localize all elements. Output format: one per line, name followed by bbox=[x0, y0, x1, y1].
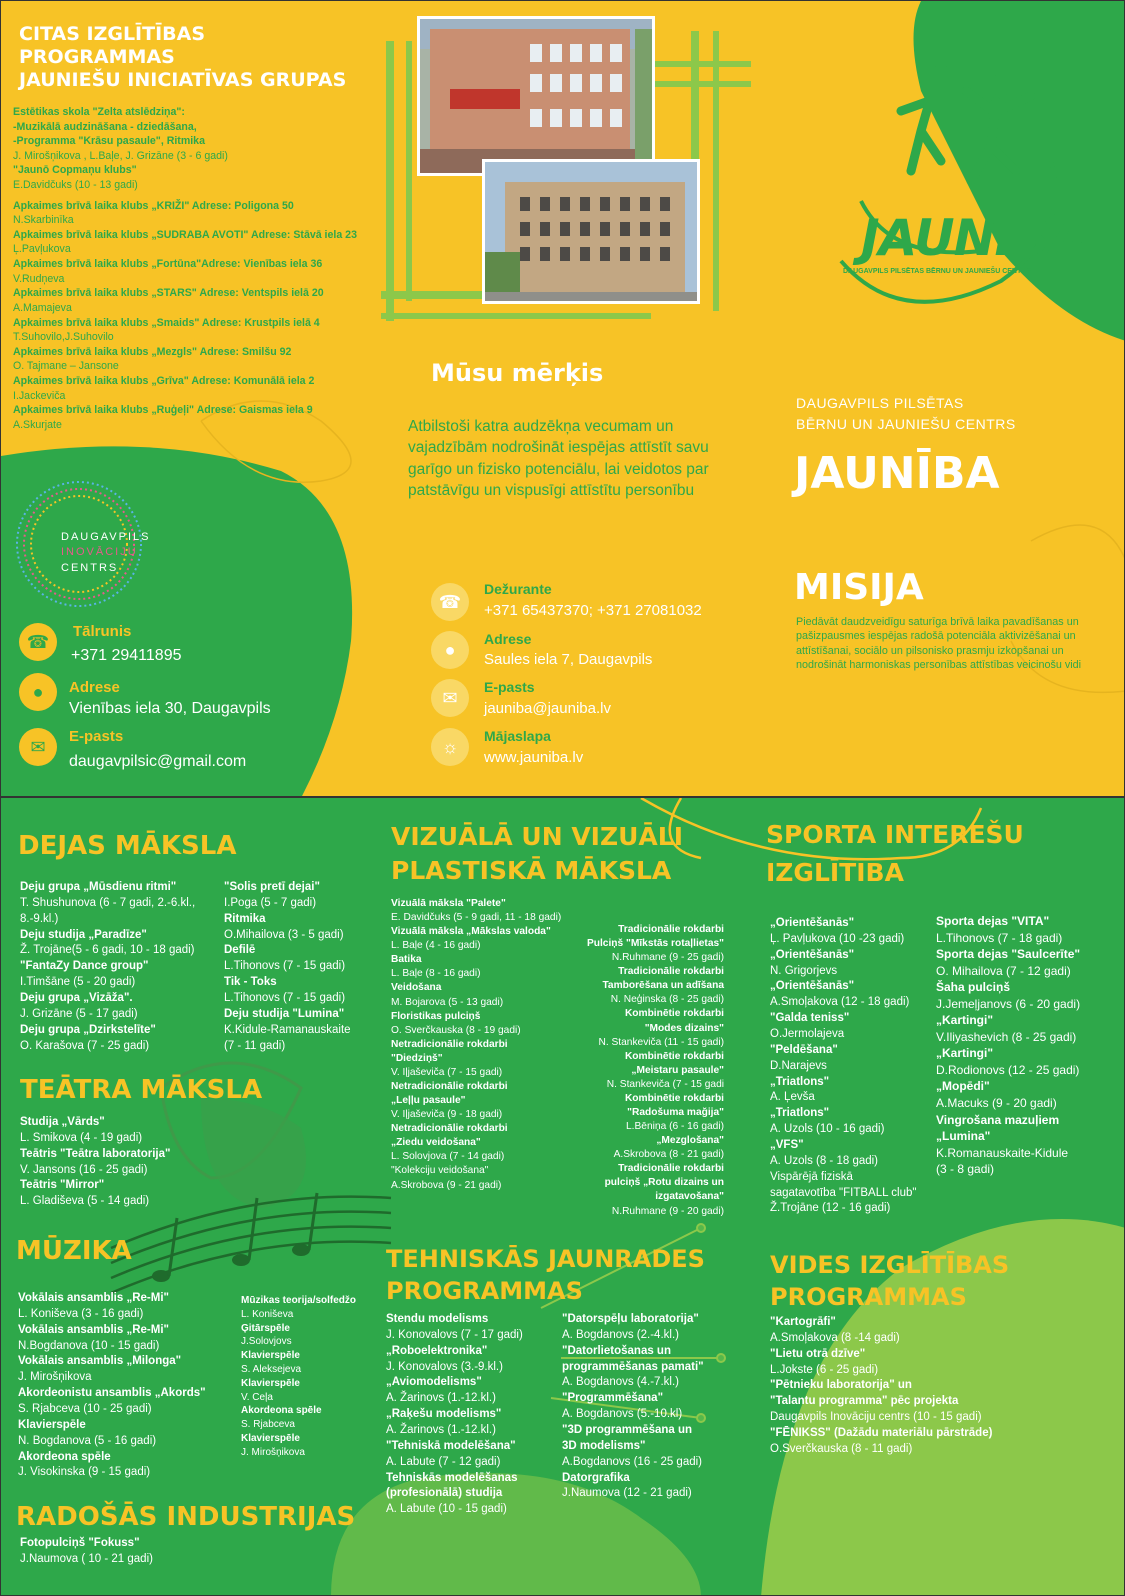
list-line: O. Mihailova (7 - 12 gadi) bbox=[936, 963, 1071, 978]
logo-line: INOVĀCIJU bbox=[61, 546, 138, 559]
list-line: Sporta dejas "Saulcerīte" bbox=[936, 947, 1081, 962]
list-line: I.Timšāne (5 - 20 gadi) bbox=[20, 976, 136, 989]
heading-line: PROGRAMMAS bbox=[19, 46, 175, 69]
list-line: L.Bēniņa (6 - 16 gadi) bbox=[626, 1121, 724, 1133]
list-line: A. Žarinovs (1.-12.kl.) bbox=[386, 1424, 496, 1437]
list-line: Vizuālā māksla „Mākslas valoda" bbox=[391, 926, 551, 938]
list-line: A.Skrobova (8 - 21 gadi) bbox=[613, 1149, 724, 1161]
list-line: Batika bbox=[391, 954, 422, 966]
list-line: V. Iļjaševiča (9 - 18 gadi) bbox=[391, 1109, 503, 1121]
list-line: „Triatlons" bbox=[770, 1075, 830, 1088]
list-line: K.Romanauskaite-Kidule bbox=[936, 1145, 1069, 1160]
list-line: Vokālais ansamblis „Re-Mi" bbox=[18, 1323, 169, 1336]
list-line: Šaha pulciņš bbox=[936, 980, 1011, 995]
music-list bbox=[18, 1291, 238, 1481]
list-line: A.Smoļakova (12 - 18 gadi) bbox=[770, 996, 910, 1009]
list-line: A.Mamajeva bbox=[13, 301, 72, 314]
heading-line: JAUNIEŠU INICIATĪVAS GRUPAS bbox=[19, 69, 347, 92]
decor-bar bbox=[386, 41, 394, 321]
innovation-centre-logo bbox=[13, 478, 151, 610]
list-line: „Meistaru pasaule" bbox=[631, 1064, 724, 1076]
heading-line: PROGRAMMAS bbox=[770, 1283, 967, 1312]
globe-icon: ☼ bbox=[431, 728, 469, 766]
list-line: V. Ceļa bbox=[241, 1391, 273, 1403]
list-line: "FĒNIKSS" (Dažādu materiālu pārstrāde) bbox=[770, 1427, 993, 1440]
list-line: Klavierspēle bbox=[241, 1432, 300, 1444]
list-line: Apkaimes brīvā laika klubs „Grīva" Adrese: Komunālā iela 2 bbox=[13, 374, 315, 387]
list-line: O. Karašova (7 - 25 gadi) bbox=[20, 1039, 150, 1052]
contact-label: Mājaslapa bbox=[484, 728, 551, 744]
list-line: "Kartogrāfi" bbox=[770, 1316, 836, 1328]
music-heading: MŪZIKA bbox=[16, 1236, 132, 1266]
org-name bbox=[796, 393, 1016, 435]
list-line: L.Tihonovs (7 - 15 gadi) bbox=[224, 960, 346, 973]
list-line: O. Tajmane – Jansone bbox=[13, 360, 119, 373]
location-pin-icon: ● bbox=[431, 631, 469, 669]
list-line: N.Skarbinīka bbox=[13, 214, 74, 227]
list-line: D.Rodionovs (12 - 25 gadi) bbox=[936, 1062, 1080, 1077]
list-line: "Lietu otrā dzīve" bbox=[770, 1347, 866, 1360]
list-line: Netradicionālie rokdarbi bbox=[391, 1123, 508, 1135]
list-line: A. Labute (7 - 12 gadi) bbox=[386, 1455, 501, 1468]
list-line: J. Visokinska (9 - 15 gadi) bbox=[18, 1466, 151, 1479]
goal-heading: Mūsu mērķis bbox=[431, 359, 604, 387]
list-line: „Roboelektronika" bbox=[386, 1344, 488, 1357]
list-line: Apkaimes brīvā laika klubs „STARS" Adrese: Ventspils ielā 20 bbox=[13, 287, 324, 300]
list-line: J.Solovjovs bbox=[241, 1336, 292, 1348]
list-line: "Modes dizains" bbox=[644, 1022, 724, 1034]
list-line: "Peldēšana" bbox=[770, 1043, 838, 1056]
list-line: N.Bogdanova (10 - 15 gadi) bbox=[18, 1339, 160, 1352]
list-line: "Jaunō Copmaņu klubs" bbox=[13, 164, 137, 177]
list-line: Apkaimes brīvā laika klubs „Ruģeļi" Adrese: Gaismas iela 9 bbox=[13, 404, 313, 417]
list-line: J. Grizāne (5 - 17 gadi) bbox=[20, 1007, 138, 1020]
list-line: E.Davidčuks (10 - 13 gadi) bbox=[13, 179, 138, 192]
mission-heading: MISIJA bbox=[794, 567, 924, 608]
technical-list bbox=[386, 1312, 566, 1518]
list-line: (profesionālā) studija bbox=[386, 1487, 503, 1500]
list-line: "Radošuma mağija" bbox=[627, 1107, 724, 1119]
list-line: "FantaZy Dance group" bbox=[20, 960, 149, 973]
list-line: A.Smoļakova (8 -14 gadi) bbox=[770, 1331, 900, 1344]
contact-label: Dežurante bbox=[484, 581, 552, 597]
technical-list bbox=[562, 1312, 752, 1502]
list-line: N.Ruhmane (9 - 20 gadi) bbox=[611, 1205, 724, 1217]
list-line: A.Skrobova (9 - 21 gadi) bbox=[391, 1179, 502, 1191]
list-line: A. Bogdanovs (2.-4.kl.) bbox=[562, 1328, 679, 1341]
sport-list bbox=[770, 916, 940, 1217]
list-line: A. Uzols (8 - 18 gadi) bbox=[770, 1154, 879, 1167]
list-line: Tehniskās modelēšanas bbox=[386, 1471, 518, 1484]
list-line: J.Naumova ( 10 - 21 gadi) bbox=[20, 1552, 153, 1565]
contact-label: Adrese bbox=[484, 631, 532, 647]
list-line: Netradicionālie rokdarbi bbox=[391, 1081, 508, 1093]
list-line: „Kartingi" bbox=[936, 1013, 994, 1028]
list-line: L.Tihonovs (7 - 15 gadi) bbox=[224, 992, 346, 1005]
list-line: „Triatlons" bbox=[770, 1107, 830, 1120]
list-line: Deju grupa „Vizāža". bbox=[20, 992, 133, 1005]
list-line: L. Koniševa bbox=[241, 1308, 294, 1320]
creative-heading: RADOŠĀS INDUSTRIJAS bbox=[16, 1502, 356, 1532]
list-line: „Leļļu pasaule" bbox=[391, 1095, 466, 1107]
list-line: Tradicionālie rokdarbi bbox=[618, 1163, 724, 1175]
other-programs-heading bbox=[19, 23, 346, 93]
list-line: "Solis pretī dejai" bbox=[224, 881, 320, 893]
list-line: Daugavpils Inovāciju centrs (10 - 15 gadi) bbox=[770, 1411, 982, 1424]
list-line: Deju studija „Paradīze" bbox=[20, 928, 147, 941]
brochure-outer-side bbox=[0, 0, 1125, 797]
list-line: "Tehniskā modelēšana" bbox=[386, 1439, 516, 1452]
heading-line: SPORTA INTEREŠU bbox=[766, 820, 1024, 849]
list-line: S. Rjabceva (10 - 25 gadi) bbox=[18, 1403, 152, 1416]
list-line: Apkaimes brīvā laika klubs „Mezgls" Adrese: Smilšu 92 bbox=[13, 345, 292, 358]
phone-icon: ☎ bbox=[19, 623, 57, 661]
list-line: 3D modelisms" bbox=[562, 1439, 646, 1452]
list-line: Sporta dejas "VITA" bbox=[936, 914, 1050, 928]
list-line: Defilē bbox=[224, 944, 256, 957]
email-icon: ✉ bbox=[431, 679, 469, 717]
heading-line: CITAS IZGLĪTĪBAS bbox=[19, 23, 206, 45]
list-line: (7 - 11 gadi) bbox=[224, 1039, 286, 1052]
list-line: izgatavošana" bbox=[655, 1191, 724, 1203]
contact-label: Adrese bbox=[69, 679, 120, 696]
decor-bar bbox=[641, 61, 751, 67]
list-line: Veidošana bbox=[391, 982, 442, 994]
list-line: Kombinētie rokdarbi bbox=[624, 1008, 724, 1020]
list-line: Tamborēšana un adīšana bbox=[602, 980, 724, 992]
list-line: (3 - 8 gadi) bbox=[936, 1162, 995, 1177]
list-line: Estētikas skola "Zelta atslēdziņa": bbox=[13, 106, 185, 118]
list-line: Apkaimes brīvā laika klubs „SUDRABA AVOTI" Adrese: Stāvā iela 23 bbox=[13, 228, 357, 241]
list-line: T.Suhovilo,J.Suhovilo bbox=[13, 331, 114, 344]
list-line: "Diedziņš" bbox=[391, 1052, 443, 1064]
list-line: L.Jokste (6 - 25 gadi) bbox=[770, 1363, 879, 1376]
list-line: D.Narajevs bbox=[770, 1059, 827, 1072]
list-line: N. Neģinska (8 - 25 gadi) bbox=[610, 994, 724, 1006]
list-line: Klavierspēle bbox=[18, 1418, 86, 1431]
dance-list bbox=[20, 880, 220, 1054]
list-line: "Datorlietošanas un bbox=[562, 1344, 671, 1357]
list-line: J. Mirošņikova , L.Baļe, J. Grizāne (3 - 6 gadi) bbox=[13, 149, 228, 162]
heading-line: PROGRAMMAS bbox=[386, 1277, 583, 1306]
contact-value[interactable]: Vienības iela 30, Daugavpils bbox=[69, 700, 271, 717]
list-line: Klavierspēle bbox=[241, 1350, 300, 1362]
list-line: „Lumina" bbox=[936, 1129, 991, 1144]
brochure-inner-side bbox=[0, 797, 1125, 1596]
mission-text: Piedāvāt daudzveidīgu saturīga brīvā laika pavadīšanas un pašizpausmes iespējas radošā potenciāla aktivizēšanai un attīstīšanai, sociālo un pilsonisko prasmju izkopšanai un nodrošināt harmoniskas personības attīstības veicinošu vidi bbox=[796, 616, 1082, 672]
visual-list bbox=[546, 923, 724, 1219]
list-line: „Ziedu veidošana" bbox=[391, 1137, 481, 1149]
org-big-name: JAUNĪBA bbox=[794, 448, 1000, 499]
list-line: I.Poga (5 - 7 gadi) bbox=[224, 896, 317, 909]
decor-bar bbox=[713, 31, 719, 311]
list-line: Mūzikas teorija/solfedžo bbox=[241, 1295, 357, 1306]
list-line: Akordeona spēle bbox=[241, 1405, 322, 1417]
list-line: Stendu modelisms bbox=[386, 1313, 489, 1325]
list-line: Deju grupa „Mūsdienu ritmi" bbox=[20, 881, 177, 893]
list-line: N.Ruhmane (9 - 25 gadi) bbox=[611, 952, 724, 964]
list-line: sagatavotība "FITBALL club" bbox=[770, 1186, 917, 1199]
heading-line: TEHNISKĀS JAUNRADES bbox=[386, 1245, 705, 1273]
visual-heading bbox=[391, 820, 683, 887]
logo-line: CENTRS bbox=[61, 561, 119, 574]
org-line: BĒRNU UN JAUNIEŠU CENTRS bbox=[796, 416, 1016, 432]
list-line: „Aviomodelisms" bbox=[386, 1376, 482, 1389]
list-line: -Programma "Krāsu pasaule", Ritmika bbox=[13, 135, 205, 148]
list-line: A.Macuks (9 - 20 gadi) bbox=[936, 1096, 1057, 1111]
list-line: Ž.Trojāne (12 - 16 gadi) bbox=[770, 1202, 891, 1215]
list-line: „Kartingi" bbox=[936, 1046, 994, 1061]
list-line: Ritmika bbox=[224, 912, 266, 925]
list-line: Tradicionālie rokdarbi bbox=[618, 924, 724, 935]
list-line: V. Iļjaševiča (7 - 15 gadi) bbox=[391, 1066, 503, 1078]
list-line: J.Jemeļjanovs (6 - 20 gadi) bbox=[936, 996, 1081, 1011]
list-line: J. Mirošņikova bbox=[241, 1446, 305, 1458]
logo-subtitle: DAUGAVPILS PILSĒTAS BĒRNU UN JAUNIEŠU CENTRS bbox=[843, 268, 1031, 275]
list-line: Fotopulciņš "Fokuss" bbox=[20, 1537, 140, 1549]
list-line: N. Stankeviča (7 - 15 gadi bbox=[606, 1078, 724, 1090]
list-line: L. Baļe (8 - 16 gadi) bbox=[391, 968, 481, 980]
sport-heading bbox=[766, 816, 1024, 891]
heading-line: VIZUĀLĀ UN VIZUĀLI bbox=[391, 822, 683, 851]
contact-label: E-pasts bbox=[69, 728, 124, 745]
list-line: M. Bojarova (5 - 13 gadi) bbox=[391, 996, 504, 1008]
decor-bar bbox=[381, 313, 651, 319]
list-line: L. Koniševa (3 - 16 gadi) bbox=[18, 1307, 144, 1320]
list-line: A.Bogdanovs (16 - 25 gadi) bbox=[562, 1455, 703, 1468]
theatre-list bbox=[20, 1115, 220, 1210]
list-line: J. Konovalovs (7 - 17 gadi) bbox=[386, 1328, 523, 1341]
jauniba-logo bbox=[841, 61, 1087, 281]
list-line: Ž. Trojāne(5 - 6 gadi, 10 - 18 gadi) bbox=[20, 944, 195, 957]
list-line: Vizuālā māksla "Palete" bbox=[391, 898, 506, 909]
list-line: Akordeona spēle bbox=[18, 1450, 111, 1463]
location-pin-icon: ● bbox=[19, 673, 57, 711]
music-list bbox=[241, 1294, 381, 1460]
list-line: Kombinētie rokdarbi bbox=[624, 1050, 724, 1062]
list-line: A. Ļevša bbox=[770, 1091, 815, 1104]
list-line: Tik - Toks bbox=[224, 976, 277, 989]
list-line: -Muzikālā audzināšana - dziedāšana, bbox=[13, 120, 197, 133]
list-line: L.Tihonovs (7 - 18 gadi) bbox=[936, 930, 1063, 945]
list-line: Datorgrafika bbox=[562, 1471, 630, 1484]
list-line: "Pētnieku laboratorija" un bbox=[770, 1379, 912, 1392]
logo-wordmark: JAUNĪBA bbox=[861, 209, 1087, 267]
list-line: Apkaimes brīvā laika klubs „KRIŽI" Adrese: Poligona 50 bbox=[13, 199, 294, 212]
list-line: L. Gladiševa (5 - 14 gadi) bbox=[20, 1195, 150, 1208]
environment-list bbox=[770, 1315, 1110, 1458]
contact-value[interactable]: +371 65437370; +371 27081032 bbox=[484, 602, 702, 619]
list-line: Ļ. Pavļukova (10 -23 gadi) bbox=[770, 932, 905, 945]
list-line: L. Smikova (4 - 19 gadi) bbox=[20, 1131, 143, 1144]
list-line: V.Iliyashevich (8 - 25 gadi) bbox=[936, 1029, 1077, 1044]
list-line: „Mezglošana" bbox=[656, 1135, 724, 1147]
sport-list bbox=[936, 913, 1121, 1178]
list-line: L. Baļe (4 - 16 gadi) bbox=[391, 940, 481, 952]
goal-text: Atbilstoši katra audzēkņa vecumam un vajadzībām nodrošināt iespējas attīstīt savu garīgo un fizisko potenciālu, lai veidotos par patstāvīgu un vispusīgi attīstītu personību bbox=[408, 418, 709, 500]
contact-value[interactable]: +371 29411895 bbox=[71, 647, 182, 664]
building-photo-2 bbox=[482, 159, 700, 304]
list-line: V.Rudņeva bbox=[13, 272, 65, 285]
contact-label: Tālrunis bbox=[73, 623, 132, 640]
list-line: A. Žarinovs (1.-12.kl.) bbox=[386, 1392, 496, 1405]
list-line: N. Bogdanova (5 - 16 gadi) bbox=[18, 1434, 157, 1447]
list-line: Vingrošana mazuļiem bbox=[936, 1112, 1060, 1127]
list-line: Ģitārspēle bbox=[241, 1322, 290, 1334]
list-line: S. Rjabceva bbox=[241, 1419, 295, 1431]
list-line: N. Grigorjevs bbox=[770, 964, 838, 977]
org-line: DAUGAVPILS PILSĒTAS bbox=[796, 395, 964, 411]
dance-heading: DEJAS MĀKSLA bbox=[18, 831, 237, 861]
building-photo-1 bbox=[417, 16, 655, 176]
decor-bar bbox=[641, 81, 751, 87]
list-line: Studija „Vārds" bbox=[20, 1116, 105, 1128]
list-line: "Datorspēļu laboratorija" bbox=[562, 1313, 699, 1325]
theatre-heading: TEĀTRA MĀKSLA bbox=[20, 1075, 263, 1105]
contact-value[interactable]: www.jauniba.lv bbox=[484, 749, 584, 766]
list-line: O. Sverčkauska (8 - 19 gadi) bbox=[391, 1024, 521, 1036]
list-line: Deju grupa „Dzirkstelīte" bbox=[20, 1023, 156, 1036]
list-line: "Galda teniss" bbox=[770, 1012, 850, 1025]
list-line: Vokālais ansamblis „Milonga" bbox=[18, 1355, 182, 1368]
list-line: Vokālais ansamblis „Re-Mi" bbox=[18, 1292, 169, 1304]
list-line: O.Jermolajeva bbox=[770, 1028, 845, 1041]
list-line: A. Uzols (10 - 16 gadi) bbox=[770, 1123, 885, 1136]
heading-line: PLASTISKĀ MĀKSLA bbox=[391, 855, 672, 885]
list-line: Pulciņš "Mīkstās rotaļlietas" bbox=[586, 938, 724, 950]
list-line: Vispārējā fiziskā bbox=[770, 1170, 853, 1183]
list-line: S. Aleksejeva bbox=[241, 1363, 302, 1375]
list-line: Klavierspēle bbox=[241, 1377, 300, 1389]
list-line: „Raķešu modelisms" bbox=[386, 1408, 502, 1421]
creative-list bbox=[20, 1536, 240, 1568]
list-line: Teātris "Mirror" bbox=[20, 1179, 105, 1192]
list-line: A. Labute (10 - 15 gadi) bbox=[386, 1503, 507, 1516]
technical-heading bbox=[386, 1243, 705, 1307]
list-line: E. Davidčuks (5 - 9 gadi, 11 - 18 gadi) bbox=[391, 912, 562, 924]
email-icon: ✉ bbox=[19, 728, 57, 766]
list-line: J. Mirošņikova bbox=[18, 1371, 92, 1384]
list-line: "Kolekciju veidošana" bbox=[391, 1165, 489, 1177]
contact-value[interactable]: daugavpilsic@gmail.com bbox=[69, 753, 247, 770]
phone-icon: ☎ bbox=[431, 583, 469, 621]
list-line: "3D programmēšana un bbox=[562, 1424, 693, 1437]
list-line: Deju studija "Lumina" bbox=[224, 1007, 345, 1020]
list-line: L. Solovjova (7 - 14 gadi) bbox=[391, 1151, 505, 1163]
logo-line: DAUGAVPILS bbox=[61, 531, 151, 543]
list-line: „Mopēdi" bbox=[936, 1079, 990, 1094]
list-line: Tradicionālie rokdarbi bbox=[618, 966, 724, 978]
list-line: „Orientēšanās" bbox=[770, 917, 855, 929]
list-line: Floristikas pulciņš bbox=[391, 1010, 481, 1022]
list-line: Teātris "Teātra laboratorija" bbox=[20, 1147, 171, 1160]
list-line: K.Kidule-Ramanauskaite bbox=[224, 1023, 351, 1036]
list-line: J. Konovalovs (3.-9.kl.) bbox=[386, 1360, 503, 1373]
decor-bar bbox=[406, 41, 412, 301]
list-line: A. Bogdanovs (5.-10.kl) bbox=[562, 1408, 683, 1421]
list-line: Akordeonistu ansamblis „Akords" bbox=[18, 1387, 206, 1400]
heading-line: IZGLĪTĪBA bbox=[766, 857, 904, 887]
list-line: "Talantu programma" pēc projekta bbox=[770, 1395, 959, 1408]
list-line: A. Bogdanovs (4.-7.kl.) bbox=[562, 1376, 679, 1389]
other-programs-list bbox=[13, 105, 373, 432]
list-line: Apkaimes brīvā laika klubs „Smaids" Adrese: Krustpils ielā 4 bbox=[13, 316, 320, 329]
list-line: „VFS" bbox=[770, 1139, 804, 1152]
list-line: I.Jackeviča bbox=[13, 389, 66, 402]
list-line: T. Shushunova (6 - 7 gadi, 2.-6.kl., 8.-9.kl.) bbox=[20, 896, 196, 925]
contact-value[interactable]: jauniba@jauniba.lv bbox=[484, 700, 611, 717]
list-line: A.Skurjate bbox=[13, 418, 62, 431]
list-line: J.Naumova (12 - 21 gadi) bbox=[562, 1487, 692, 1500]
list-line: Kombinētie rokdarbi bbox=[624, 1092, 724, 1104]
list-line: Netradicionālie rokdarbi bbox=[391, 1038, 508, 1050]
contact-value[interactable]: Saules iela 7, Daugavpils bbox=[484, 651, 653, 668]
contact-label: E-pasts bbox=[484, 679, 535, 695]
list-line: Apkaimes brīvā laika klubs „Fortūna"Adrese: Vienības iela 36 bbox=[13, 258, 323, 271]
heading-line: VIDES IZGLĪTĪBAS bbox=[770, 1251, 1010, 1279]
list-line: „Orientēšanās" bbox=[770, 948, 855, 961]
list-line: Ļ.Pavļukova bbox=[13, 243, 71, 256]
list-line: V. Jansons (16 - 25 gadi) bbox=[20, 1163, 148, 1176]
list-line: O.Sverčkauska (8 - 11 gadi) bbox=[770, 1442, 913, 1455]
list-line: N. Stankeviča (11 - 15 gadi) bbox=[598, 1036, 724, 1048]
list-line: programmēšanas pamati" bbox=[562, 1360, 704, 1373]
list-line: „Orientēšanās" bbox=[770, 980, 855, 993]
list-line: pulciņš „Rotu dizains un bbox=[604, 1177, 724, 1189]
list-line: O.Mihailova (3 - 5 gadi) bbox=[224, 928, 344, 941]
dance-list bbox=[224, 880, 374, 1054]
list-line: "Programmēšana" bbox=[562, 1392, 664, 1405]
environment-heading bbox=[770, 1249, 1009, 1313]
